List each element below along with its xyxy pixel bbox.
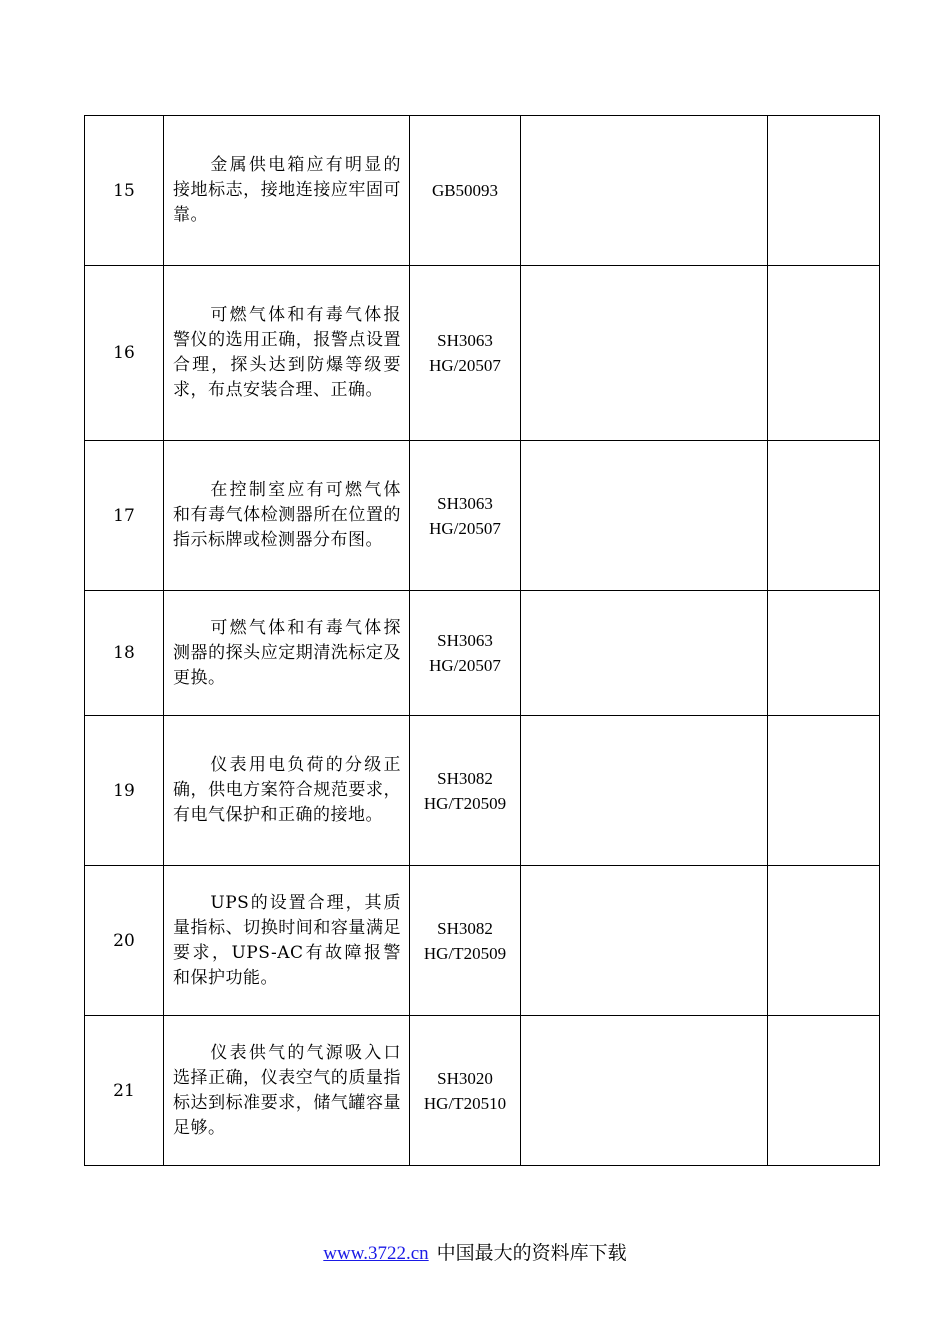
- table-row: [85, 116, 880, 266]
- item-requirement: 可燃气体和有毒气体探测器的探头应定期清洗标定及更换。: [164, 591, 410, 716]
- item-standards: [410, 716, 521, 866]
- remarks-cell: [768, 1016, 880, 1166]
- item-number: 19: [85, 716, 164, 866]
- item-number: 20: [85, 866, 164, 1016]
- inspection-table: [84, 115, 880, 1166]
- standard-code: HG/T20509: [423, 793, 507, 813]
- table-row: [85, 266, 880, 441]
- standard-code: GB50093: [431, 181, 499, 200]
- check-result-cell: [521, 266, 768, 441]
- remarks-cell: [768, 116, 880, 266]
- standard-code: HG/T20509: [423, 943, 507, 963]
- standard-code: HG/T20510: [423, 1093, 507, 1113]
- table-body: [85, 116, 880, 1166]
- table-row: [85, 716, 880, 866]
- remarks-cell: [768, 716, 880, 866]
- standard-code: SH3063: [437, 493, 493, 513]
- remarks-cell: [768, 591, 880, 716]
- item-requirement: UPS的设置合理，其质量指标、切换时间和容量满足要求，UPS-AC有故障报警和保护功能。: [164, 866, 410, 1016]
- item-number: 16: [85, 266, 164, 441]
- remarks-cell: [768, 266, 880, 441]
- footer-link[interactable]: www.3722.cn: [323, 1243, 429, 1264]
- check-result-cell: [521, 716, 768, 866]
- item-requirement: 可燃气体和有毒气体报警仪的选用正确，报警点设置合理，探头达到防爆等级要求，布点安装合理、正确。: [164, 266, 410, 441]
- remarks-cell: [768, 866, 880, 1016]
- standard-code: SH3082: [437, 768, 493, 788]
- standard-code: SH3020: [437, 1068, 493, 1088]
- item-standards: [410, 266, 521, 441]
- check-result-cell: [521, 1016, 768, 1166]
- item-number: 18: [85, 591, 164, 716]
- check-result-cell: [521, 116, 768, 266]
- item-standards: [410, 591, 521, 716]
- standard-code: HG/20507: [429, 518, 501, 538]
- item-standards: [410, 866, 521, 1016]
- remarks-cell: [768, 441, 880, 591]
- footer-tagline: 中国最大的资料库下载: [436, 1242, 627, 1264]
- standard-code: SH3063: [437, 331, 493, 350]
- table-row: [85, 1016, 880, 1166]
- item-requirement: 仪表供气的气源吸入口选择正确，仪表空气的质量指标达到标准要求，储气罐容量足够。: [164, 1016, 410, 1166]
- standard-code: SH3063: [437, 631, 493, 650]
- item-standards: [410, 1016, 521, 1166]
- standard-code: SH3082: [437, 918, 493, 938]
- check-result-cell: [521, 441, 768, 591]
- item-requirement: 仪表用电负荷的分级正确，供电方案符合规范要求，有电气保护和正确的接地。: [164, 716, 410, 866]
- page-footer: [0, 1238, 950, 1265]
- standard-code: HG/20507: [429, 356, 501, 375]
- table-row: [85, 591, 880, 716]
- item-number: 15: [85, 116, 164, 266]
- table-row: [85, 441, 880, 591]
- check-result-cell: [521, 591, 768, 716]
- item-number: 17: [85, 441, 164, 591]
- item-standards: [410, 116, 521, 266]
- item-requirement: 在控制室应有可燃气体和有毒气体检测器所在位置的指示标牌或检测器分布图。: [164, 441, 410, 591]
- check-result-cell: [521, 866, 768, 1016]
- item-standards: [410, 441, 521, 591]
- standard-code: HG/20507: [429, 656, 501, 675]
- item-requirement: 金属供电箱应有明显的接地标志，接地连接应牢固可靠。: [164, 116, 410, 266]
- table-row: [85, 866, 880, 1016]
- item-number: 21: [85, 1016, 164, 1166]
